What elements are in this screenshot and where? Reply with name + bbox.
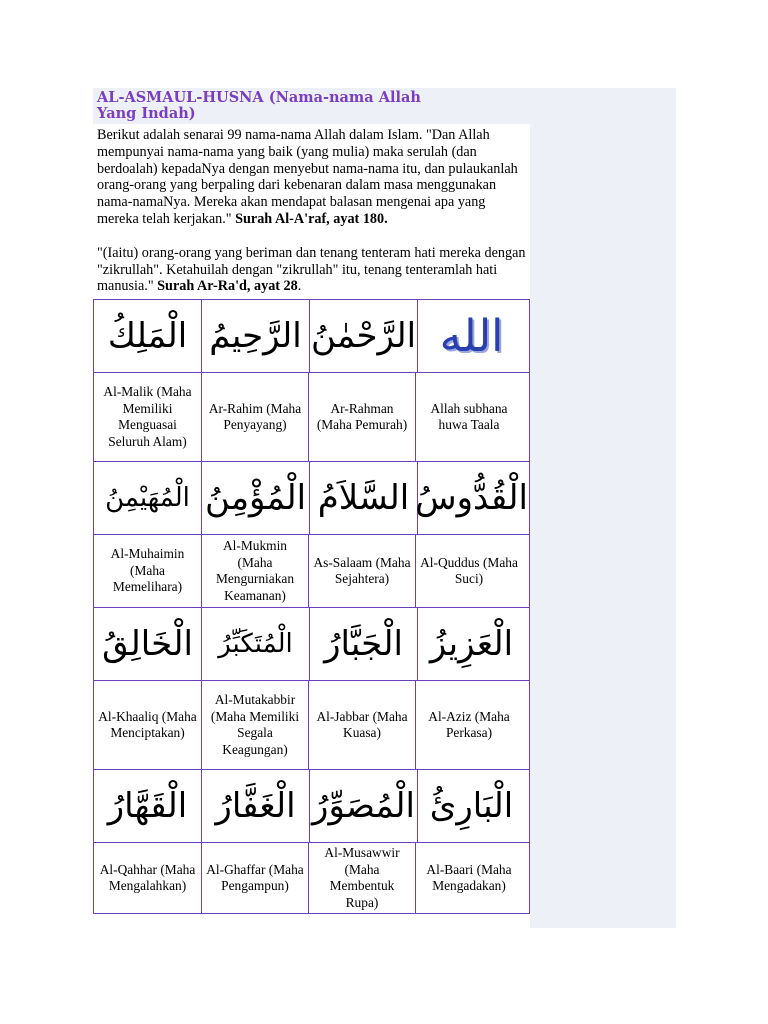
calligraphy-image: الْجَبَّارُ (324, 624, 403, 665)
name-cell: Al-Khaaliq (Maha Menciptakan) (98, 708, 197, 741)
right-side-panel (530, 88, 676, 928)
calligraphy-row (94, 770, 529, 842)
name-row (94, 680, 529, 770)
calligraphy-image: الْقُدُّوسُ (415, 478, 528, 519)
calligraphy-cell (94, 462, 201, 534)
quote-text: Berikut adalah senarai 99 nama-nama Allah dalam Islam. "Dan Allah mempunyai nama-nama yang baik (yang mulia) maka serulah (dan berdoalah) kepadaNya dengan menyebut nama-nama itu, dan pulaukanlah orang-orang yang berpaling dari kebenaran dalam masa menggunakan nama-namaNya. Mereka akan mendapat balasan mengenai apa yang mereka telah kerjakan." (97, 127, 518, 227)
calligraphy-cell (415, 462, 528, 534)
calligraphy-image: السَّلاَمُ (317, 478, 410, 519)
intro-text (93, 124, 530, 295)
punctuation: . (297, 278, 302, 295)
name-cell: Al-Jabbar (Maha Kuasa) (308, 681, 415, 769)
calligraphy-cell (417, 770, 525, 842)
calligraphy-cell (201, 608, 309, 680)
name-row (94, 534, 529, 608)
name-cell: Al-Musawwir (Maha Membentuk Rupa) (308, 843, 415, 913)
calligraphy-cell (309, 770, 417, 842)
calligraphy-cell (94, 300, 201, 372)
calligraphy-image: الرَّحْمٰنُ (310, 316, 417, 357)
quote-text: "(Iaitu) orang-orang yang beriman dan tenang tenteram hati mereka dengan "zikrullah". Ketahuilah dengan "zikrullah" itu, tenang tenteramlah hati manusia." (97, 244, 526, 295)
calligraphy-image: الْغَفَّارُ (215, 786, 296, 827)
name-cell: Ar-Rahman (Maha Pemurah) (308, 373, 415, 461)
page-title: AL-ASMAUL-HUSNA (Nama-nama Allah Yang Indah) (93, 88, 530, 124)
calligraphy-image: الْمَلِكُ (107, 316, 188, 357)
calligraphy-cell (201, 300, 309, 372)
calligraphy-image: الرَّحِيمُ (209, 316, 302, 357)
allah-calligraphy-image: الله (439, 310, 504, 362)
calligraphy-image: الْعَزِيزُ (429, 624, 514, 665)
name-cell: Al-Quddus (Maha Suci) (415, 535, 522, 607)
calligraphy-cell (309, 608, 417, 680)
calligraphy-cell (417, 300, 525, 372)
calligraphy-image: الْمُؤْمِنُ (204, 478, 307, 519)
name-cell: Al-Malik (Maha Memiliki Menguasai Seluruh Alam) (103, 383, 192, 449)
name-row (94, 842, 529, 913)
name-cell: Al-Baari (Maha Mengadakan) (415, 843, 522, 913)
calligraphy-row (94, 462, 529, 534)
calligraphy-cell (201, 770, 309, 842)
calligraphy-cell (309, 462, 417, 534)
name-cell: Al-Mukmin (Maha Mengurniakan Keamanan) (201, 535, 308, 607)
article-content (93, 88, 530, 914)
intro-paragraph-1 (97, 127, 526, 228)
name-cell: Al-Ghaffar (Maha Pengampun) (201, 843, 308, 913)
name-cell: Al-Aziz (Maha Perkasa) (415, 681, 522, 769)
name-cell: Al-Qahhar (Maha Mengalahkan) (99, 861, 196, 894)
name-cell: Allah subhana huwa Taala (415, 373, 522, 461)
names-grid (93, 299, 530, 914)
calligraphy-cell (94, 608, 201, 680)
calligraphy-image: الْمُهَيْمِنُ (105, 483, 190, 514)
name-cell: As-Salaam (Maha Sejahtera) (308, 535, 415, 607)
name-cell: Ar-Rahim (Maha Penyayang) (201, 373, 308, 461)
name-row (94, 372, 529, 462)
quote-reference: Surah Al-A'raf, ayat 180. (235, 210, 388, 227)
calligraphy-image: الْخَالِقُ (102, 624, 193, 665)
quote-reference: Surah Ar-Ra'd, ayat 28 (157, 278, 298, 295)
calligraphy-image: الْقَهَّارُ (107, 786, 188, 827)
calligraphy-image: الْبَارِئُ (429, 786, 514, 827)
calligraphy-cell (201, 462, 309, 534)
calligraphy-cell (309, 300, 417, 372)
calligraphy-cell (417, 608, 525, 680)
name-cell: Al-Muhaimin (Maha Memelihara) (110, 546, 185, 595)
name-cell: Al-Mutakabbir (Maha Memiliki Segala Keagungan) (201, 681, 308, 769)
calligraphy-row (94, 300, 529, 372)
intro-paragraph-2 (97, 245, 526, 295)
calligraphy-row (94, 608, 529, 680)
calligraphy-image: الْمُتَكَبِّرُ (218, 629, 293, 660)
calligraphy-cell (94, 770, 201, 842)
calligraphy-image: الْمُصَوِّرُ (312, 786, 415, 827)
